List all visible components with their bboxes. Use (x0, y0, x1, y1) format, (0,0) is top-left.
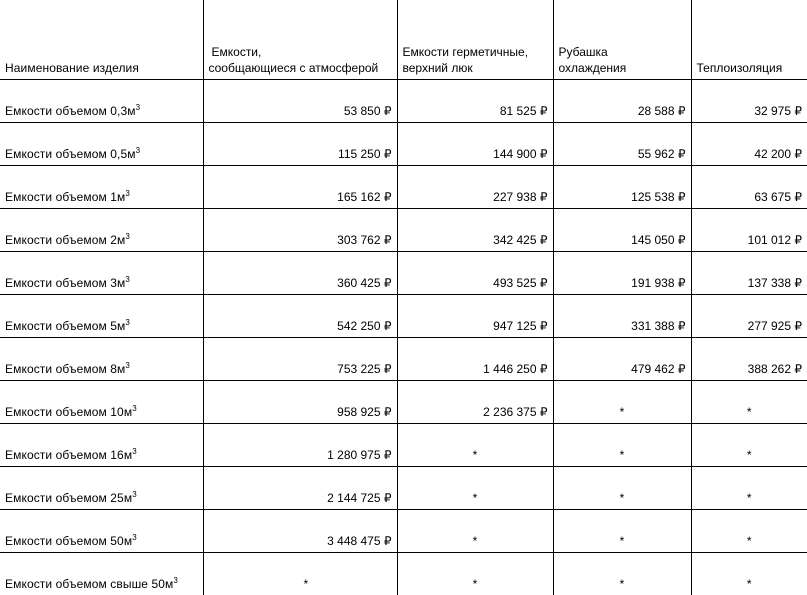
open-tank-price-cell[interactable]: * (203, 553, 397, 595)
open-tank-price-cell[interactable]: 53 850 ₽ (203, 80, 397, 123)
insulation-price-cell[interactable]: 42 200 ₽ (691, 123, 807, 166)
product-name-cell[interactable] (0, 209, 203, 252)
cooling-jacket-price-cell[interactable]: * (553, 553, 691, 595)
cooling-jacket-price-cell[interactable]: 55 962 ₽ (553, 123, 691, 166)
cooling-jacket-price-cell[interactable]: 125 538 ₽ (553, 166, 691, 209)
sealed-tank-price-cell[interactable]: * (397, 553, 553, 595)
sealed-tank-price-cell[interactable]: 493 525 ₽ (397, 252, 553, 295)
product-name-cell[interactable] (0, 424, 203, 467)
insulation-price-cell[interactable]: 32 975 ₽ (691, 80, 807, 123)
cooling-jacket-price-cell[interactable]: * (553, 381, 691, 424)
insulation-price-cell[interactable]: 137 338 ₽ (691, 252, 807, 295)
sealed-tank-price-cell[interactable]: 81 525 ₽ (397, 80, 553, 123)
cooling-jacket-price-cell[interactable]: 191 938 ₽ (553, 252, 691, 295)
sealed-tank-price-cell[interactable]: 1 446 250 ₽ (397, 338, 553, 381)
insulation-price-cell[interactable]: 63 675 ₽ (691, 166, 807, 209)
open-tank-price-cell[interactable]: 1 280 975 ₽ (203, 424, 397, 467)
table-row (0, 553, 807, 595)
header-cooling-jacket[interactable]: Рубашка охлаждения (553, 0, 691, 80)
sealed-tank-price-cell[interactable]: * (397, 424, 553, 467)
sealed-tank-price-cell[interactable]: 342 425 ₽ (397, 209, 553, 252)
open-tank-price-cell[interactable]: 542 250 ₽ (203, 295, 397, 338)
product-name-cell[interactable] (0, 295, 203, 338)
product-name-cell[interactable] (0, 338, 203, 381)
insulation-price-cell[interactable]: 101 012 ₽ (691, 209, 807, 252)
insulation-price-cell[interactable]: * (691, 467, 807, 510)
sealed-tank-price-cell[interactable]: 947 125 ₽ (397, 295, 553, 338)
product-name: Емкости объемом 5м (5, 319, 125, 333)
cubic-superscript: 3 (125, 189, 130, 198)
table-row (0, 467, 807, 510)
product-name: Емкости объемом 16м (5, 448, 132, 462)
sealed-tank-price-cell[interactable]: * (397, 467, 553, 510)
product-name: Емкости объемом 0,5м (5, 147, 136, 161)
sealed-tank-price-cell[interactable]: 2 236 375 ₽ (397, 381, 553, 424)
product-name: Емкости объемом 1м (5, 190, 125, 204)
insulation-price-cell[interactable]: * (691, 510, 807, 553)
product-name: Емкости объемом 10м (5, 405, 132, 419)
table-row (0, 381, 807, 424)
cooling-jacket-price-cell[interactable]: * (553, 467, 691, 510)
cooling-jacket-price-cell[interactable]: 28 588 ₽ (553, 80, 691, 123)
cooling-jacket-price-cell[interactable]: * (553, 510, 691, 553)
product-name: Емкости объемом 50м (5, 534, 132, 548)
sealed-tank-price-cell[interactable]: 144 900 ₽ (397, 123, 553, 166)
insulation-price-cell[interactable]: * (691, 424, 807, 467)
product-name-cell[interactable] (0, 123, 203, 166)
product-name: Емкости объемом 3м (5, 276, 125, 290)
header-open-tanks[interactable]: Емкости, сообщающиеся с атмосферой (203, 0, 397, 80)
product-name: Емкости объемом 2м (5, 233, 125, 247)
table-row (0, 123, 807, 166)
cubic-superscript: 3 (125, 275, 130, 284)
header-row (0, 0, 807, 80)
table-row (0, 80, 807, 123)
product-name-cell[interactable] (0, 467, 203, 510)
header-insulation[interactable]: Теплоизоляция (691, 0, 807, 80)
insulation-price-cell[interactable]: * (691, 381, 807, 424)
open-tank-price-cell[interactable]: 303 762 ₽ (203, 209, 397, 252)
cubic-superscript: 3 (136, 146, 141, 155)
open-tank-price-cell[interactable]: 753 225 ₽ (203, 338, 397, 381)
product-name-cell[interactable] (0, 252, 203, 295)
product-name-cell[interactable] (0, 381, 203, 424)
product-name: Емкости объемом 8м (5, 362, 125, 376)
open-tank-price-cell[interactable]: 115 250 ₽ (203, 123, 397, 166)
open-tank-price-cell[interactable]: 165 162 ₽ (203, 166, 397, 209)
table-row (0, 166, 807, 209)
product-name: Емкости объемом 25м (5, 491, 132, 505)
table-row (0, 338, 807, 381)
sealed-tank-price-cell[interactable]: 227 938 ₽ (397, 166, 553, 209)
cubic-superscript: 3 (125, 232, 130, 241)
cubic-superscript: 3 (125, 361, 130, 370)
table-row (0, 510, 807, 553)
product-name-cell[interactable] (0, 553, 203, 595)
cooling-jacket-price-cell[interactable]: 479 462 ₽ (553, 338, 691, 381)
table-row (0, 295, 807, 338)
insulation-price-cell[interactable]: 388 262 ₽ (691, 338, 807, 381)
cooling-jacket-price-cell[interactable]: 331 388 ₽ (553, 295, 691, 338)
insulation-price-cell[interactable]: 277 925 ₽ (691, 295, 807, 338)
table-row (0, 209, 807, 252)
cubic-superscript: 3 (132, 447, 137, 456)
table-row (0, 252, 807, 295)
cooling-jacket-price-cell[interactable]: * (553, 424, 691, 467)
product-name-cell[interactable] (0, 510, 203, 553)
header-product-name[interactable]: Наименование изделия (0, 0, 203, 80)
cubic-superscript: 3 (136, 103, 141, 112)
product-name-cell[interactable] (0, 166, 203, 209)
header-sealed-tanks[interactable]: Емкости герметичные, верхний люк (397, 0, 553, 80)
sealed-tank-price-cell[interactable]: * (397, 510, 553, 553)
cubic-superscript: 3 (132, 490, 137, 499)
product-name-cell[interactable] (0, 80, 203, 123)
insulation-price-cell[interactable]: * (691, 553, 807, 595)
product-name: Емкости объемом свыше 50м (5, 577, 173, 591)
open-tank-price-cell[interactable]: 3 448 475 ₽ (203, 510, 397, 553)
open-tank-price-cell[interactable]: 360 425 ₽ (203, 252, 397, 295)
table-row (0, 424, 807, 467)
product-name: Емкости объемом 0,3м (5, 104, 136, 118)
cubic-superscript: 3 (132, 533, 137, 542)
cubic-superscript: 3 (173, 576, 178, 585)
cooling-jacket-price-cell[interactable]: 145 050 ₽ (553, 209, 691, 252)
open-tank-price-cell[interactable]: 958 925 ₽ (203, 381, 397, 424)
open-tank-price-cell[interactable]: 2 144 725 ₽ (203, 467, 397, 510)
cubic-superscript: 3 (125, 318, 130, 327)
cubic-superscript: 3 (132, 404, 137, 413)
